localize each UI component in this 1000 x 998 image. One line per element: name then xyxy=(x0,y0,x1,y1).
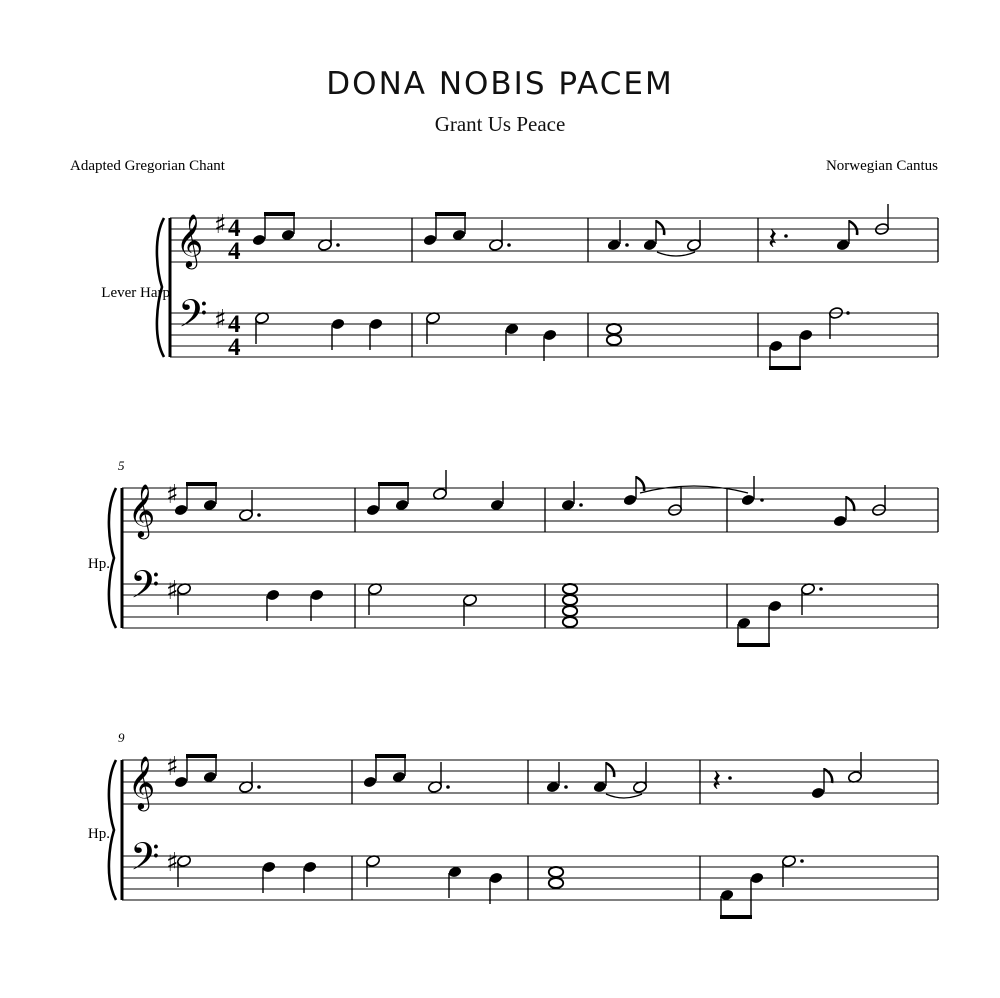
measure-9-bass xyxy=(176,854,317,893)
key-sharp-treble-3: ♯ xyxy=(166,752,179,782)
time-sig-top-treble-1: 4 xyxy=(228,215,241,242)
measure-12-treble xyxy=(712,752,863,799)
tie-m3-treble xyxy=(657,252,695,256)
quarter-rest-m12: 𝄽 xyxy=(712,764,722,799)
measure-number-9: 9 xyxy=(118,730,125,745)
measure-1-treble xyxy=(252,214,340,252)
measure-2-treble xyxy=(423,214,511,252)
treble-clef-2: 𝄞 xyxy=(128,483,156,537)
measure-5-treble xyxy=(174,484,261,522)
page-title: DONA NOBIS PACEM xyxy=(326,66,674,102)
key-sharp-bass-2: ♯ xyxy=(166,576,179,606)
measure-1-bass xyxy=(254,311,383,350)
measure-5-bass xyxy=(176,582,324,621)
measure-8-bass xyxy=(737,582,823,645)
measure-6-bass xyxy=(367,582,477,626)
instrument-label-system-2: Hp. xyxy=(87,556,110,572)
instrument-label-system-1: Lever Harp xyxy=(101,285,170,301)
time-sig-bottom-treble-1: 4 xyxy=(228,238,241,265)
time-sig-top-bass-1: 4 xyxy=(228,311,241,338)
credit-left: Adapted Gregorian Chant xyxy=(70,158,225,174)
credit-right: Norwegian Cantus xyxy=(825,158,938,174)
measure-4-bass xyxy=(769,306,850,368)
treble-clef-3: 𝄞 xyxy=(128,755,156,809)
measure-4-treble xyxy=(768,204,890,257)
measure-2-bass xyxy=(425,311,557,361)
key-sharp-bass-1: ♯ xyxy=(214,305,227,335)
key-sharp-treble-1: ♯ xyxy=(214,210,227,240)
measure-number-5: 5 xyxy=(118,458,125,473)
tie-m7-treble xyxy=(640,486,748,493)
key-sharp-bass-3: ♯ xyxy=(166,848,179,878)
system-1 xyxy=(157,204,938,368)
bass-clef-2: 𝄢 xyxy=(130,562,160,616)
measure-10-bass xyxy=(365,854,503,904)
instrument-label-system-3: Hp. xyxy=(87,826,110,842)
system-2 xyxy=(109,470,938,645)
quarter-rest-m4: 𝄽 xyxy=(768,222,778,257)
tie-m11-treble xyxy=(606,794,642,798)
measure-12-bass xyxy=(720,854,804,917)
bass-clef-3: 𝄢 xyxy=(130,834,160,888)
bass-clef-1: 𝄢 xyxy=(178,291,208,345)
treble-clef-1: 𝄞 xyxy=(176,213,204,267)
time-sig-bottom-bass-1: 4 xyxy=(228,334,241,361)
page-subtitle: Grant Us Peace xyxy=(434,112,566,136)
measure-8-treble xyxy=(741,476,887,527)
measure-10-treble xyxy=(363,756,450,794)
key-sharp-treble-2: ♯ xyxy=(166,480,179,510)
system-3 xyxy=(109,752,938,917)
measure-9-treble xyxy=(174,756,261,794)
